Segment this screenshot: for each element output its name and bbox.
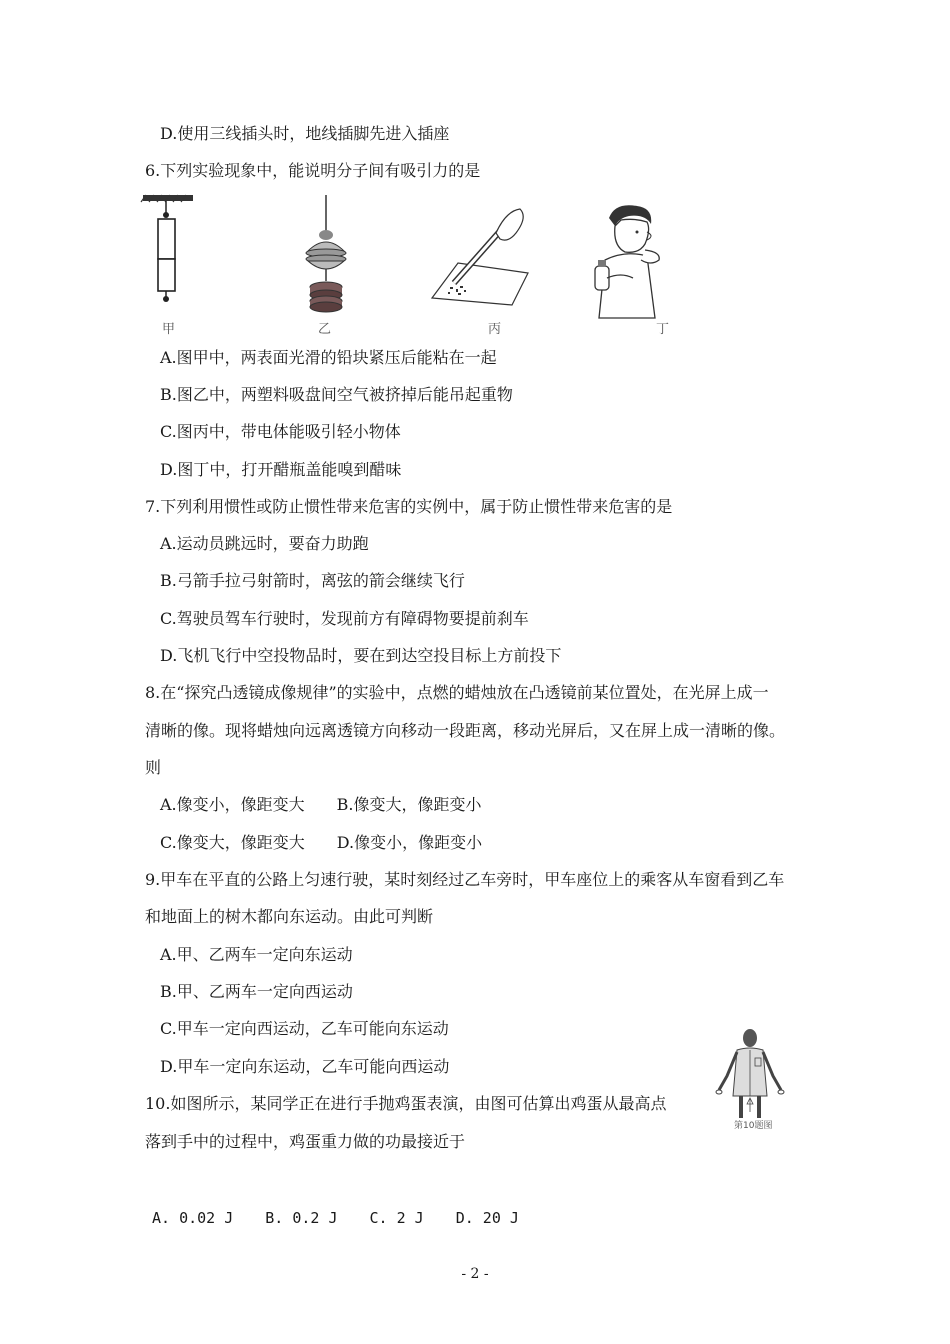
q5-option-d: D.使用三线插头时，地线插脚先进入插座: [160, 124, 450, 143]
q8-stem-line-2: 清晰的像。现将蜡烛向远离透镜方向移动一段距离，移动光屏后，又在屏上成一清晰的像。: [145, 721, 786, 740]
q10-figure-caption: 第10题图: [734, 1121, 773, 1131]
q10-option-d: D. 20 J: [455, 1209, 519, 1227]
figure-yi-suction-cups: [296, 193, 356, 318]
q6-option-d: D.图丁中，打开醋瓶盖能嗅到醋味: [160, 460, 402, 479]
q8-options-row-1: [160, 795, 482, 815]
q7-option-b: B.弓箭手拉弓射箭时，离弦的箭会继续飞行: [160, 571, 465, 590]
figure-label-bing: 丙: [488, 322, 502, 337]
q8-option-c: C.像变大，像距变大: [160, 833, 305, 852]
figure-label-ding: 丁: [656, 322, 670, 337]
figure-label-yi: 乙: [318, 322, 332, 337]
q9-stem-line-1: 9.甲车在平直的公路上匀速行驶，某时刻经过乙车旁时，甲车座位上的乘客从车窗看到乙车: [145, 870, 785, 889]
q10-stem-line-2: 落到手中的过程中，鸡蛋重力做的功最接近于: [145, 1132, 466, 1151]
q8-option-d: D.像变小，像距变小: [336, 833, 483, 852]
q8-stem-line-3: 则: [145, 758, 162, 777]
q9-option-d: D.甲车一定向东运动，乙车可能向西运动: [160, 1057, 450, 1076]
q6-stem: 6.下列实验现象中，能说明分子间有吸引力的是: [145, 161, 481, 180]
q7-option-d: D.飞机飞行中空投物品时，要在到达空投目标上方前投下: [160, 646, 562, 665]
q6-option-c: C.图丙中，带电体能吸引轻小物体: [160, 422, 401, 441]
figure-label-jia: 甲: [162, 322, 176, 337]
q7-stem: 7.下列利用惯性或防止惯性带来危害的实例中，属于防止惯性带来危害的是: [145, 497, 673, 516]
q6-option-a: A.图甲中，两表面光滑的铅块紧压后能粘在一起: [160, 348, 497, 367]
q9-stem-line-2: 和地面上的树木都向东运动。由此可判断: [145, 907, 434, 926]
q9-option-c: C.甲车一定向西运动，乙车可能向东运动: [160, 1019, 449, 1038]
q9-option-b: B.甲、乙两车一定向西运动: [160, 982, 353, 1001]
q10-option-c: C. 2 J: [369, 1209, 424, 1227]
q8-stem-line-1: 8.在“探究凸透镜成像规律”的实验中，点燃的蜡烛放在凸透镜前某位置处，在光屏上成一: [145, 683, 769, 702]
q10-option-b: B. 0.2 J: [265, 1209, 338, 1227]
q8-options-row-2: [160, 833, 482, 853]
figure-jia-lead-blocks: [140, 193, 200, 313]
q8-option-a: A.像变小，像距变大: [160, 795, 305, 814]
q8-option-b: B.像变大，像距变小: [336, 795, 482, 814]
q7-option-a: A.运动员跳远时，要奋力助跑: [160, 534, 369, 553]
page-number: - 2 -: [461, 1266, 489, 1282]
q7-option-c: C.驾驶员驾车行驶时，发现前方有障碍物要提前刹车: [160, 609, 529, 628]
q10-option-a: A. 0.02 J: [152, 1209, 234, 1227]
q10-options-row: [152, 1208, 519, 1228]
figure-bing-charged-rod: [420, 203, 530, 308]
q9-option-a: A.甲、乙两车一定向东运动: [160, 945, 353, 964]
figure-ding-smelling-vinegar: [585, 200, 675, 320]
figure-q10-egg-toss: [705, 1026, 795, 1121]
q6-option-b: B.图乙中，两塑料吸盘间空气被挤掉后能吊起重物: [160, 385, 513, 404]
q10-stem-line-1: 10.如图所示，某同学正在进行手抛鸡蛋表演，由图可估算出鸡蛋从最高点: [145, 1094, 667, 1113]
